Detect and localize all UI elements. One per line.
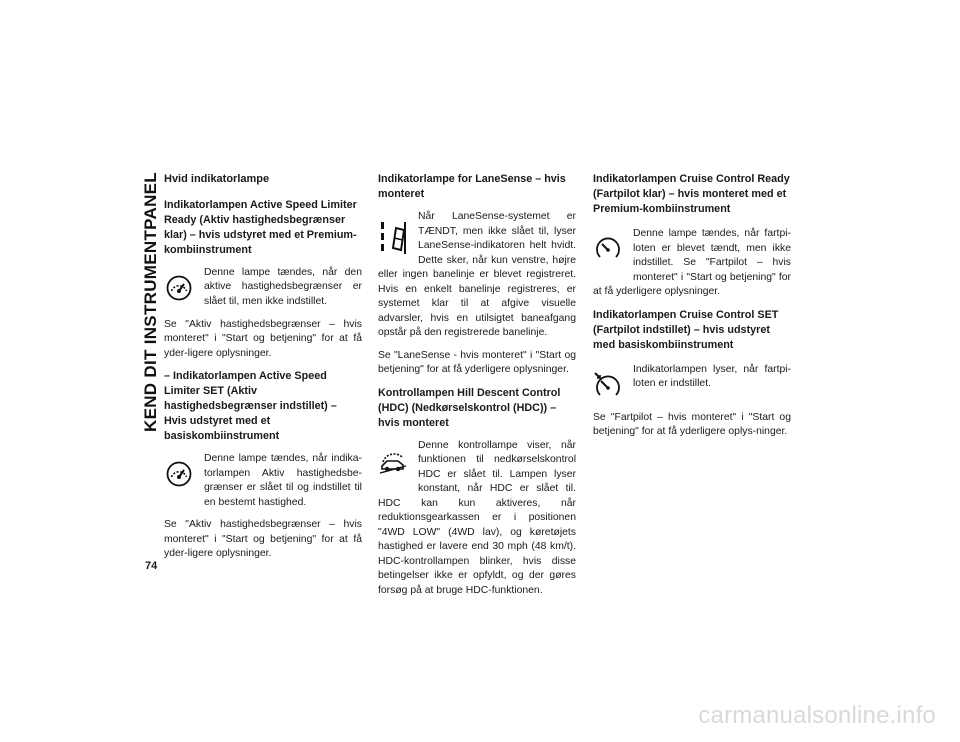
hdc-text: Denne kontrollampe viser, når funktionen til nedkørselskontrol HDC er slået til. Lampen lyser konstant, når HDC er slået til. HDC kan kun aktiveres, når reduktionsgearkassen er i positionen "4WD LOW" (4WD lav), og køretøjets hastighed er lavere end 30 mph (48 km/t). HDC-kontrollampen blinker, hvis disse betingelser ikke er opfyldt, og der gøres forsøg på at bruge HDC-funktionen. [378,439,576,596]
cruise-set-block [593,363,791,407]
section-title: Hvid indikatorlampe [164,173,270,185]
heading-asl-ready: Indikatorlampen Active Speed Limiter Ready (Aktiv hastighedsbegrænser klar) – hvis udstyret med et Premium-kombiinstrument [164,198,357,256]
asl-ready-reference: Se "Aktiv hastighedsbegrænser – hvis monteret" i "Start og betjening" for at få yder-ligere oplysninger. [164,318,362,359]
chapter-side-tab [138,172,164,542]
heading-cruise-set: Indikatorlampen Cruise Control SET (Fartpilot indstillet) – hvis udstyret med basiskombiinstrument [593,308,779,351]
chapter-title: KEND DIT INSTRUMENTPANEL [141,172,160,432]
cruise-ready-text: Denne lampe tændes, når fartpi-loten er blevet tændt, men ikke indstillet. Se "Fartpilot – hvis monteret" i "Start og betjening" for at få yderligere oplysninger. [593,228,791,297]
heading-hdc: Kontrollampen Hill Descent Control (HDC) (Nedkørselskontrol (HDC)) – hvis monteret [378,386,561,429]
asl-ready-text: Denne lampe tændes, når den aktive hastighedsbegrænser er slået til, men ikke indstillet. [204,266,362,307]
hill-descent-icon [378,439,408,483]
cruise-set-text: Indikatorlampen lyser, når fartpi-loten er indstillet. [633,363,791,389]
cruise-ready-icon [593,227,623,271]
cruise-ready-block [593,227,791,300]
lanesense-icon [378,210,408,266]
column-3 [593,172,791,448]
column-1 [164,172,362,570]
asl-set-block [164,452,362,510]
heading-cruise-ready: Indikatorlampen Cruise Control Ready (Fartpilot klar) – hvis monteret med et Premium-kombiinstrument [593,173,790,215]
speed-limiter-ready-icon [164,266,194,310]
hdc-block [378,439,576,599]
asl-set-reference: Se "Aktiv hastighedsbegrænser – hvis monteret" i "Start og betjening" for at få yder-ligere oplysninger. [164,519,362,559]
speed-limiter-set-icon [164,452,194,496]
page-number: 74 [145,560,158,572]
cruise-set-reference: Se "Fartpilot – hvis monteret" i "Start og betjening" for at få yderligere oplys-ninger. [593,411,791,437]
heading-asl-set: – Indikatorlampen Active Speed Limiter SET (Aktiv hastighedsbegrænser indstillet) – Hvis udstyret med et basiskombiinstrument [164,370,337,442]
asl-set-text: Denne lampe tændes, når indika-torlampen Aktiv hastighedsbe-grænser er slået til og indstillet til en bestemt hastighed. [204,453,362,508]
watermark: carmanualsonline.info [698,702,936,729]
lanesense-reference: Se "LaneSense - hvis monteret" i "Start og betjening" for at få yderligere oplysninger. [378,349,576,375]
lanesense-block [378,210,576,341]
cruise-set-icon [593,363,623,407]
asl-ready-block [164,266,362,310]
heading-lanesense: Indikatorlampe for LaneSense – hvis monteret [378,173,566,200]
lanesense-text: Når LaneSense-systemet er TÆNDT, men ikke slået til, lyser LaneSense-indikatoren helt hvidt. Dette sker, når kun venstre, højre eller ingen banelinje er blevet registreret. Hvis en enkelt banelinje registreres, er systemet klar til at afgive visuelle advarsler, hvis en utilsigtet baneafgang opstår på den registrerede banelinje. [378,211,576,338]
column-2 [378,172,576,606]
